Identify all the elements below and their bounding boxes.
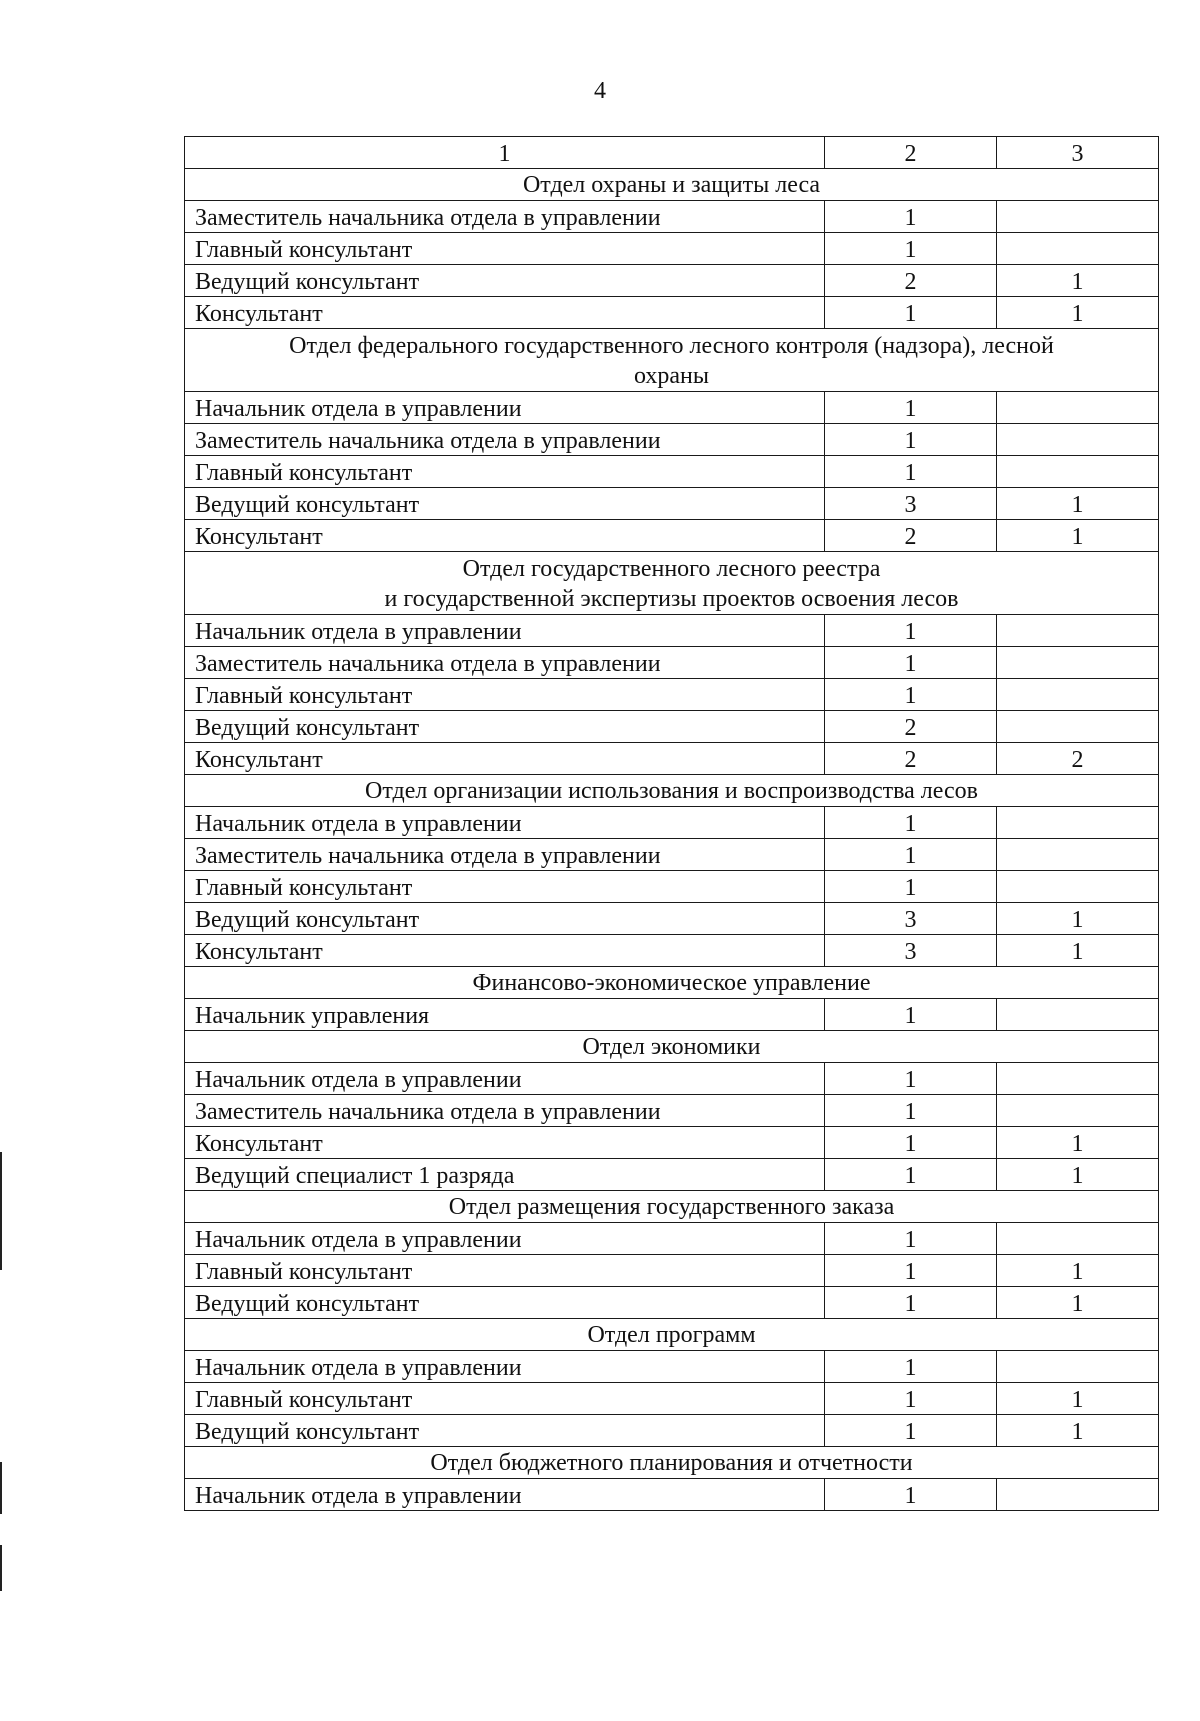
count-cell-col2: 1 [825, 999, 997, 1031]
count-cell-col3: 1 [997, 488, 1159, 520]
count-cell-col3 [997, 679, 1159, 711]
count-cell-col2: 1 [825, 647, 997, 679]
section-title-line: Отдел программ [587, 1322, 756, 1348]
section-title [185, 552, 1159, 615]
count-cell-col2: 1 [825, 456, 997, 488]
position-cell: Консультант [185, 297, 825, 329]
table-row [185, 1159, 1159, 1191]
table-row [185, 488, 1159, 520]
count-cell-col2: 2 [825, 711, 997, 743]
count-cell-col2: 1 [825, 839, 997, 871]
count-cell-col2: 1 [825, 1159, 997, 1191]
count-cell-col3: 1 [997, 1127, 1159, 1159]
count-cell-col3: 2 [997, 743, 1159, 775]
count-cell-col3 [997, 647, 1159, 679]
table-row [185, 1255, 1159, 1287]
count-cell-col3: 1 [997, 935, 1159, 967]
count-cell-col3: 1 [997, 1383, 1159, 1415]
table-row [185, 201, 1159, 233]
table-row [185, 1479, 1159, 1511]
position-cell: Заместитель начальника отдела в управлении [185, 201, 825, 233]
column-header-2: 2 [825, 137, 997, 169]
position-cell: Заместитель начальника отдела в управлении [185, 647, 825, 679]
section-title [185, 1031, 1159, 1063]
table-row [185, 1223, 1159, 1255]
staffing-table [184, 136, 1159, 1511]
count-cell-col3 [997, 1223, 1159, 1255]
position-cell: Начальник отдела в управлении [185, 1351, 825, 1383]
count-cell-col3 [997, 1095, 1159, 1127]
count-cell-col3 [997, 1479, 1159, 1511]
table-row [185, 839, 1159, 871]
count-cell-col2: 1 [825, 679, 997, 711]
count-cell-col2: 1 [825, 1127, 997, 1159]
position-cell: Начальник отдела в управлении [185, 1223, 825, 1255]
position-cell: Консультант [185, 743, 825, 775]
section-header-row [185, 775, 1159, 807]
position-cell: Консультант [185, 1127, 825, 1159]
table-row [185, 265, 1159, 297]
count-cell-col2: 2 [825, 520, 997, 552]
count-cell-col2: 1 [825, 1351, 997, 1383]
position-cell: Ведущий консультант [185, 711, 825, 743]
count-cell-col2: 1 [825, 424, 997, 456]
section-title-line: Отдел экономики [582, 1034, 761, 1060]
table-row [185, 935, 1159, 967]
count-cell-col2: 1 [825, 201, 997, 233]
position-cell: Заместитель начальника отдела в управлении [185, 424, 825, 456]
position-cell: Консультант [185, 935, 825, 967]
section-header-row [185, 1319, 1159, 1351]
position-cell: Заместитель начальника отдела в управлении [185, 1095, 825, 1127]
table-row [185, 1127, 1159, 1159]
column-header-1: 1 [185, 137, 825, 169]
count-cell-col3: 1 [997, 1287, 1159, 1319]
count-cell-col3: 1 [997, 297, 1159, 329]
table-row [185, 1095, 1159, 1127]
count-cell-col3 [997, 1351, 1159, 1383]
position-cell: Главный консультант [185, 1255, 825, 1287]
scan-margin-mark [0, 1462, 2, 1514]
table-row [185, 807, 1159, 839]
section-title-line: и государственной экспертизы проектов освоения лесов [384, 586, 959, 612]
section-title-line: охраны [633, 363, 710, 389]
count-cell-col2: 1 [825, 807, 997, 839]
position-cell: Начальник отдела в управлении [185, 1063, 825, 1095]
position-cell: Главный консультант [185, 233, 825, 265]
count-cell-col2: 1 [825, 1223, 997, 1255]
count-cell-col2: 1 [825, 615, 997, 647]
count-cell-col2: 1 [825, 297, 997, 329]
section-header-row [185, 1031, 1159, 1063]
count-cell-col3: 1 [997, 265, 1159, 297]
position-cell: Главный консультант [185, 456, 825, 488]
position-cell: Ведущий консультант [185, 265, 825, 297]
count-cell-col3 [997, 456, 1159, 488]
table-row [185, 679, 1159, 711]
count-cell-col3: 1 [997, 1415, 1159, 1447]
position-cell: Начальник управления [185, 999, 825, 1031]
section-header-row [185, 169, 1159, 201]
table-row [185, 1415, 1159, 1447]
count-cell-col2: 1 [825, 392, 997, 424]
table-row [185, 647, 1159, 679]
count-cell-col3 [997, 1063, 1159, 1095]
section-title [185, 775, 1159, 807]
table-row [185, 456, 1159, 488]
section-title [185, 967, 1159, 999]
section-title [185, 329, 1159, 392]
count-cell-col2: 3 [825, 488, 997, 520]
section-title-line: Отдел организации использования и воспроизводства лесов [364, 778, 978, 804]
count-cell-col3 [997, 233, 1159, 265]
section-title [185, 1191, 1159, 1223]
position-cell: Начальник отдела в управлении [185, 807, 825, 839]
scan-margin-mark [0, 1545, 2, 1591]
position-cell: Ведущий специалист 1 разряда [185, 1159, 825, 1191]
position-cell: Главный консультант [185, 1383, 825, 1415]
count-cell-col3 [997, 807, 1159, 839]
count-cell-col2: 1 [825, 1063, 997, 1095]
position-cell: Начальник отдела в управлении [185, 392, 825, 424]
position-cell: Заместитель начальника отдела в управлении [185, 839, 825, 871]
count-cell-col3 [997, 999, 1159, 1031]
count-cell-col2: 1 [825, 233, 997, 265]
position-cell: Ведущий консультант [185, 1287, 825, 1319]
table-row [185, 1383, 1159, 1415]
section-title-line: Финансово-экономическое управление [472, 970, 871, 996]
table-row [185, 1063, 1159, 1095]
count-cell-col2: 1 [825, 1383, 997, 1415]
section-header-row [185, 329, 1159, 392]
position-cell: Ведущий консультант [185, 488, 825, 520]
table-row [185, 392, 1159, 424]
count-cell-col3 [997, 711, 1159, 743]
column-header-3: 3 [997, 137, 1159, 169]
section-title [185, 169, 1159, 201]
table-row [185, 903, 1159, 935]
count-cell-col3 [997, 615, 1159, 647]
table-row [185, 520, 1159, 552]
position-cell: Начальник отдела в управлении [185, 1479, 825, 1511]
table-row [185, 233, 1159, 265]
table-header-row [185, 137, 1159, 169]
count-cell-col2: 1 [825, 1095, 997, 1127]
count-cell-col2: 3 [825, 903, 997, 935]
position-cell: Главный консультант [185, 871, 825, 903]
count-cell-col3: 1 [997, 1159, 1159, 1191]
count-cell-col2: 1 [825, 1415, 997, 1447]
position-cell: Главный консультант [185, 679, 825, 711]
scan-margin-mark [0, 1152, 2, 1270]
section-header-row [185, 1191, 1159, 1223]
section-title [185, 1319, 1159, 1351]
count-cell-col2: 3 [825, 935, 997, 967]
count-cell-col2: 1 [825, 1287, 997, 1319]
count-cell-col2: 2 [825, 265, 997, 297]
count-cell-col3 [997, 424, 1159, 456]
table-row [185, 1287, 1159, 1319]
count-cell-col3: 1 [997, 520, 1159, 552]
table-row [185, 871, 1159, 903]
position-cell: Консультант [185, 520, 825, 552]
position-cell: Ведущий консультант [185, 903, 825, 935]
section-title-line: Отдел бюджетного планирования и отчетности [430, 1450, 913, 1476]
count-cell-col2: 1 [825, 1479, 997, 1511]
count-cell-col3 [997, 201, 1159, 233]
section-title-line: Отдел федерального государственного лесного контроля (надзора), лесной [289, 333, 1054, 359]
count-cell-col2: 1 [825, 1255, 997, 1287]
table-row [185, 999, 1159, 1031]
table-row [185, 424, 1159, 456]
section-title [185, 1447, 1159, 1479]
count-cell-col3: 1 [997, 903, 1159, 935]
table-row [185, 743, 1159, 775]
table-row [185, 297, 1159, 329]
position-cell: Начальник отдела в управлении [185, 615, 825, 647]
count-cell-col3 [997, 871, 1159, 903]
count-cell-col3 [997, 392, 1159, 424]
page-number: 4 [594, 78, 606, 104]
section-title-line: Отдел охраны и защиты леса [522, 172, 821, 198]
position-cell: Ведущий консультант [185, 1415, 825, 1447]
section-title-line: Отдел размещения государственного заказа [448, 1194, 895, 1220]
table-row [185, 711, 1159, 743]
count-cell-col3 [997, 839, 1159, 871]
table-row [185, 1351, 1159, 1383]
section-header-row [185, 552, 1159, 615]
section-title-line: Отдел государственного лесного реестра [462, 556, 881, 582]
count-cell-col2: 2 [825, 743, 997, 775]
count-cell-col3: 1 [997, 1255, 1159, 1287]
table-row [185, 615, 1159, 647]
count-cell-col2: 1 [825, 871, 997, 903]
section-header-row [185, 1447, 1159, 1479]
section-header-row [185, 967, 1159, 999]
